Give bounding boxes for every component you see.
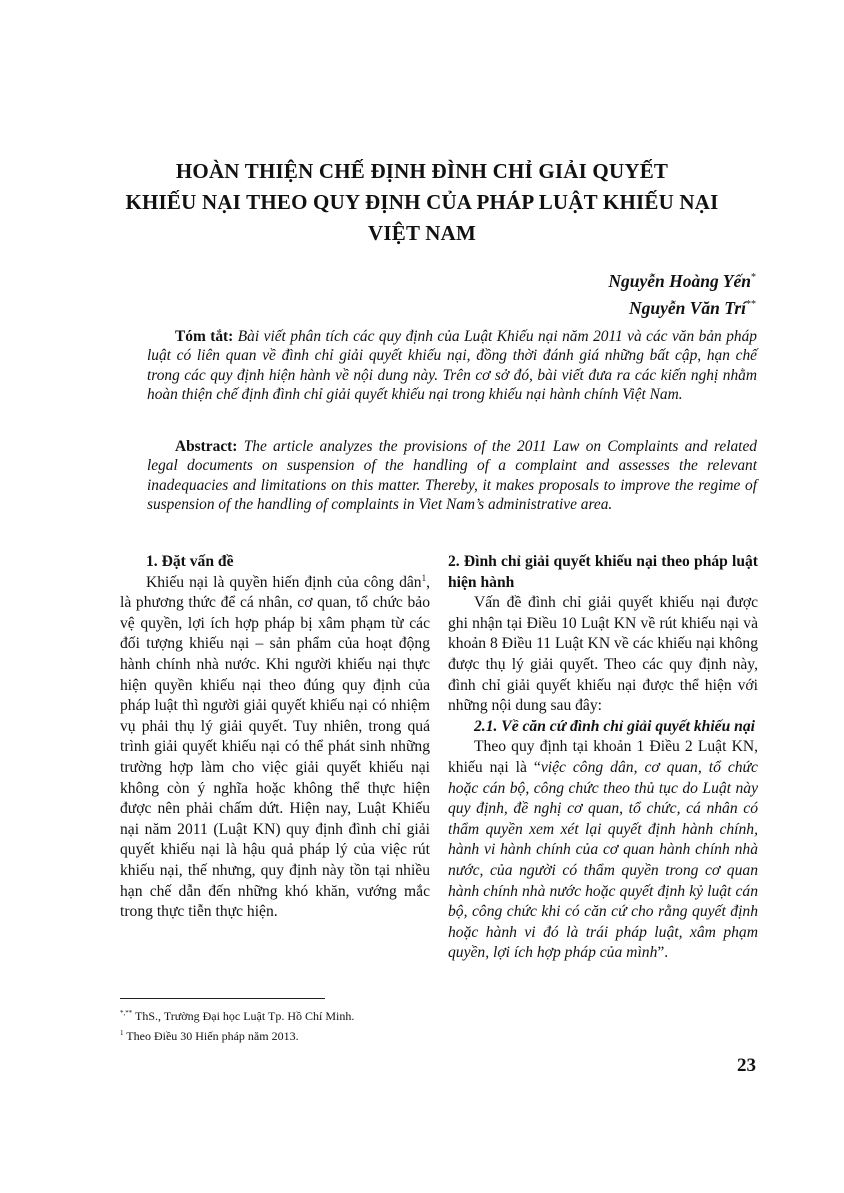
section-1-paragraph [120, 573, 430, 923]
abstract-vietnamese [147, 327, 757, 405]
legal-quote: việc công dân, cơ quan, tổ chức hoặc cán bộ, công chức theo thủ tục do Luật này quy định, đề nghị cơ quan, tổ chức, cá nhân có thẩm quyền xem xét lại quyết định hành chính, hành vi hành chính của cơ quan hành chính nhà nước, của người có thẩm quyền trong cơ quan hành chính nhà nước hoặc quyết định kỷ luật cán bộ, công chức khi có căn cứ cho rằng quyết định hoặc hành vi đó là trái pháp luật, xâm phạm quyền, lợi ích hợp pháp của mình [448, 758, 758, 962]
title-line-2: KHIẾU NẠI THEO QUY ĐỊNH CỦA PHÁP LUẬT KHIẾU NẠI [125, 190, 719, 214]
author-footnote-mark: * [751, 272, 756, 283]
abstract-en-label: Abstract: [175, 438, 238, 455]
footnote-text: Theo Điều 30 Hiến pháp năm 2013. [123, 1029, 299, 1043]
footnote-mark: 1 [120, 1029, 124, 1037]
page-number: 23 [737, 1055, 756, 1076]
footnote-text: ThS., Trường Đại học Luật Tp. Hồ Chí Minh. [132, 1009, 355, 1023]
author-name: Nguyễn Văn Trí [628, 297, 746, 318]
paragraph-text: , là phương thức để cá nhân, cơ quan, tổ chức bảo vệ quyền, lợi ích hợp pháp bị xâm phạm từ các đối tượng khiếu nại – sản phẩm của hoạt động hành chính nhà nước. Khi người khiếu nại thực hiện quyền khiếu nại theo đúng quy định của pháp luật thì người giải quyết khiếu nại có nhiệm vụ phải thụ lý giải quyết. Tuy nhiên, trong quá trình giải quyết khiếu nại có thể phát sinh những trường hợp làm cho việc giải quyết khiếu nại không còn ý nghĩa hoặc không thể thực hiện được nên phải chấm dứt. Hiện nay, Luật Khiếu nại năm 2011 (Luật KN) quy định đình chỉ giải quyết khiếu nại là hậu quả pháp lý của việc rút khiếu nại, thế nhưng, quy định này tồn tại nhiều hạn chế dẫn đến những khó khăn, vướng mắc trong thực tiễn thực hiện. [120, 573, 430, 921]
abstract-english [147, 437, 757, 515]
author-footnote-mark: ** [746, 298, 756, 310]
title-line-1: HOÀN THIỆN CHẾ ĐỊNH ĐÌNH CHỈ GIẢI QUYẾT [175, 159, 669, 183]
left-column [120, 552, 430, 923]
article-title [80, 156, 764, 249]
section-2-paragraph-2 [448, 737, 758, 964]
abstract-vi-label: Tóm tắt: [175, 328, 234, 345]
footnote-item [120, 1005, 430, 1025]
author-1 [608, 266, 756, 293]
footnotes [120, 1005, 430, 1045]
abstract-en-text: The article analyzes the provisions of the 2011 Law on Complaints and related legal documents on suspension of the handling of a complaint and assesses the relevant inadequacies and limitations on this matter. Thereby, it makes proposals to improve the regime of suspension of the handling of complaints in Viet Nam’s administrative area. [147, 438, 757, 514]
paragraph-text: ”. [657, 944, 669, 962]
footnote-divider [120, 998, 325, 999]
authors [608, 266, 756, 320]
section-2-heading: 2. Đình chỉ giải quyết khiếu nại theo pháp luật hiện hành [448, 553, 758, 591]
title-line-3: VIỆT NAM [368, 221, 476, 245]
footnote-mark: *,** [120, 1009, 133, 1017]
author-2 [608, 293, 756, 320]
author-name: Nguyễn Hoàng Yến [608, 270, 751, 291]
footnote-ref[interactable]: 1 [421, 572, 427, 583]
footnote-item [120, 1025, 430, 1045]
right-column [448, 552, 758, 964]
subsection-2-1-heading: 2.1. Về căn cứ đình chỉ giải quyết khiếu nại [474, 717, 755, 735]
section-1-heading: 1. Đặt vấn đề [146, 553, 234, 570]
abstract-vi-text: Bài viết phân tích các quy định của Luật Khiếu nại năm 2011 và các văn bản pháp luật có liên quan về đình chỉ giải quyết khiếu nại, đồng thời đánh giá những bất cập, hạn chế trong các quy định hiện hành về nội dung này. Trên cơ sở đó, bài viết đưa ra các kiến nghị nhằm hoàn thiện chế định đình chỉ giải quyết khiếu nại trong khiếu nại hành chính Việt Nam. [147, 328, 757, 404]
paragraph-text: Theo quy định tại khoản 1 Điều 2 Luật KN, khiếu nại là “ [448, 738, 758, 776]
section-2-paragraph-1: Vấn đề đình chỉ giải quyết khiếu nại được ghi nhận tại Điều 10 Luật KN về rút khiếu nại và khoản 8 Điều 11 Luật KN về các khiếu nại không được thụ lý giải quyết. Theo các quy định này, đình chỉ giải quyết khiếu nại được thể hiện với những nội dung sau đây: [448, 594, 758, 715]
paragraph-text: Khiếu nại là quyền hiến định của công dân [146, 573, 422, 591]
